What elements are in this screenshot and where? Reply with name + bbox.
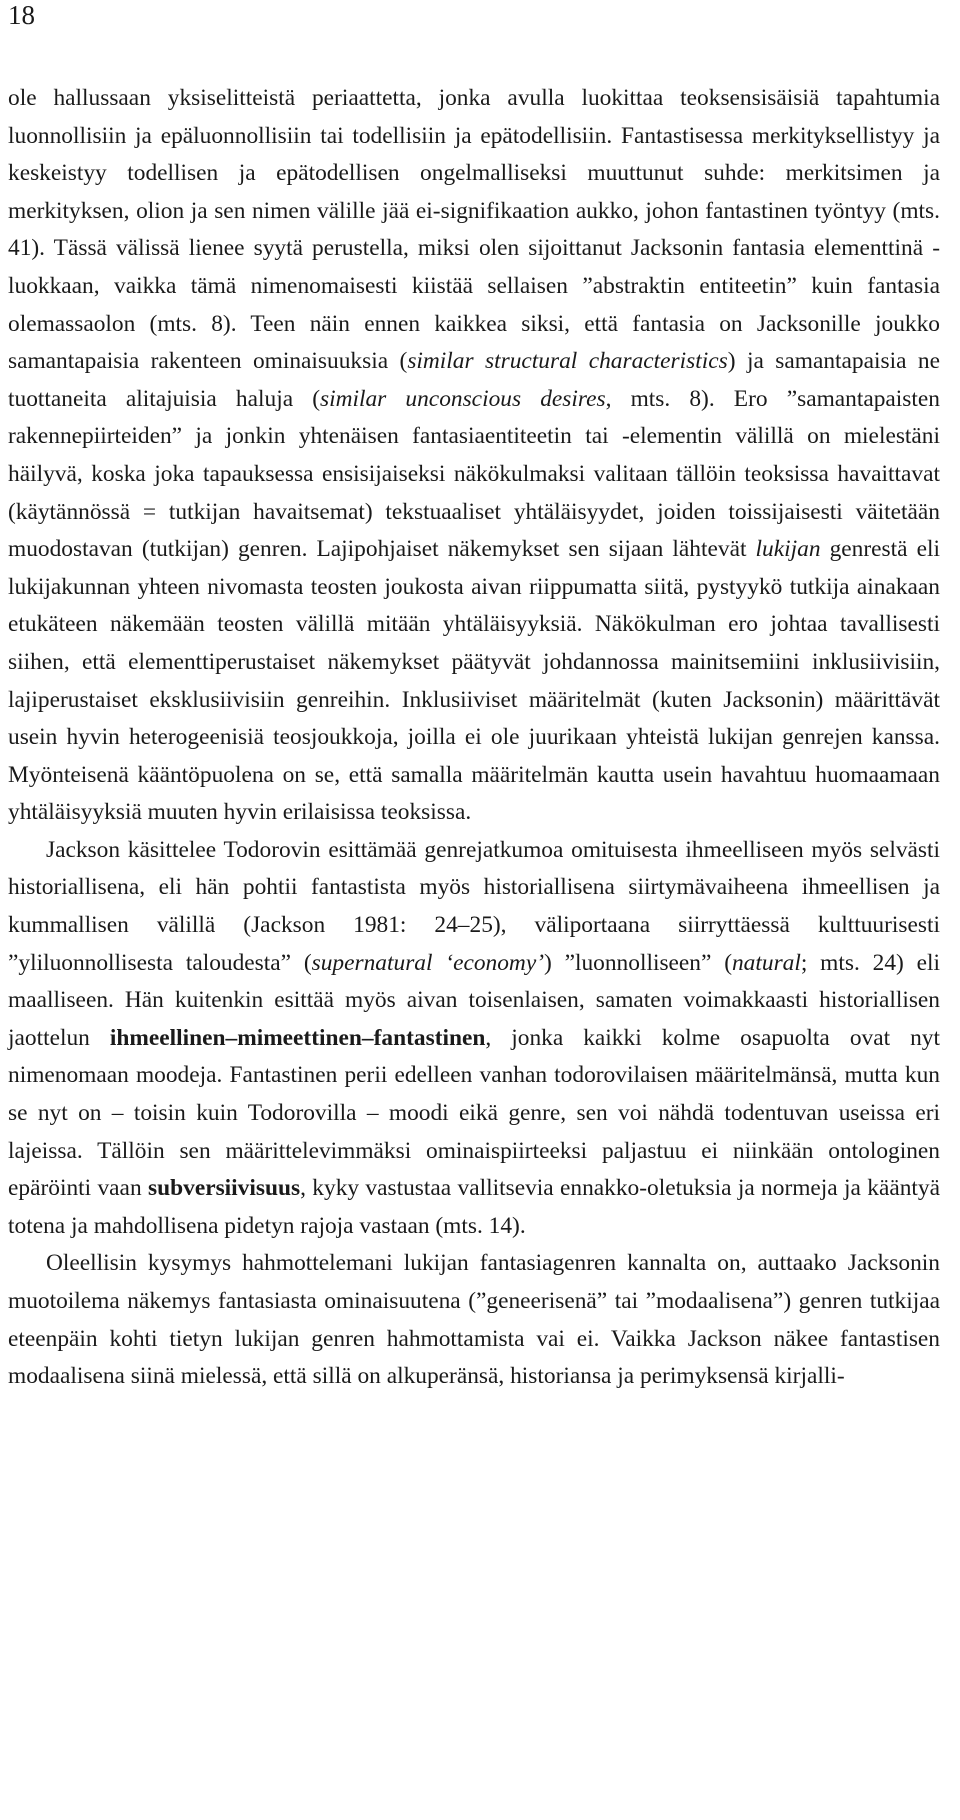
text-run: ) ja samantapaisia ne tuottaneita alitajuisia haluja ( bbox=[8, 348, 940, 412]
italic-term: supernatural ‘economy’ bbox=[311, 949, 544, 976]
italic-term: natural bbox=[731, 949, 801, 976]
bold-term: ihmeellinen–mimeettinen–fantastinen bbox=[109, 1024, 486, 1051]
italic-term: lukijan bbox=[755, 536, 821, 563]
text-run: ) ”luonnolliseen” ( bbox=[544, 949, 732, 976]
text-run: Oleellisin kysymys hahmottelemani lukijan fantasiagenren kannalta on, auttaako Jacksonin muotoilema näkemys fantasiasta ominaisuutena (”geneerisenä” tai ”modaalisena”) genren tutkijaa eteenpäin kohti tietyn lukijan genren hahmottamista vai ei. Vaikka Jackson näkee fantastisen modaalisena siinä mielessä, että sillä on alkuperänsä, historiansa ja perimyksensä kirjalli- bbox=[8, 1250, 940, 1390]
page-number: 18 bbox=[8, 0, 35, 30]
paragraph-1 bbox=[8, 80, 940, 832]
bold-term: subversiivisuus bbox=[148, 1175, 301, 1202]
text-run: Jackson käsittelee Todorovin esittämää genrejatkumoa omituisesta ihmeelliseen myös selvästi historiallisena, eli hän pohtii fantastista myös historiallisena siirtymävaiheena ihmeellisen ja kummallisen välillä (Jackson 1981: 24–25), väliportaana siirryttäessä kulttuurisesti ”yliluonnollisesta taloudesta” ( bbox=[8, 836, 940, 976]
italic-term: similar unconscious desires bbox=[320, 385, 606, 412]
text-run: , mts. 8). Ero ”samantapaisten rakennepiirteiden” ja jonkin yhtenäisen fantasiaentiteetin tai -elementin välillä on mielestäni häilyvä, koska joka tapauksessa ensisijaiseksi näkökulmaksi valitaan tällöin teoksissa havaittavat (käytännössä = tutkijan havaitsemat) tekstuaaliset yhtäläisyydet, joiden toissijaisesti väitetään muodostavan (tutkijan) genren. Lajipohjaiset näkemykset sen sijaan lähtevät bbox=[8, 385, 940, 563]
paragraph-2 bbox=[8, 832, 940, 1246]
italic-term: similar structural characteristics bbox=[407, 348, 728, 375]
text-run: , jonka kaikki kolme osapuolta ovat nyt nimenomaan moodeja. Fantastinen perii edelleen vanhan todorovilaisen määritelmänsä, mutta kun se nyt on – toisin kuin Todorovilla – moodi eikä genre, sen voi nähdä todentuvan useissa eri lajeissa. Tällöin sen määrittelevimmäksi ominaispiirteeksi paljastuu ei niinkään ontologinen epäröinti vaan bbox=[8, 1024, 940, 1202]
text-run: , kyky vastustaa vallitsevia ennakko-oletuksia ja normeja ja kääntyä totena ja mahdollisena pidetyn rajoja vastaan (mts. 14). bbox=[8, 1175, 940, 1239]
text-run: ; mts. 24) eli maalliseen. Hän kuitenkin esittää myös aivan toisenlaisen, samaten voimakkaasti historiallisen jaottelun bbox=[8, 949, 940, 1051]
body-text bbox=[8, 80, 940, 1396]
text-run: genrestä eli lukijakunnan yhteen nivomasta teosten joukosta aivan riippumatta siitä, pystyykö tutkija ainakaan etukäteen näkemään teosten välillä mitään yhtäläisyyksiä. Näkökulman ero johtaa tavallisesti siihen, että elementtiperustaiset näkemykset päätyvät johdannossa mainitsemiini inklusiivisiin, lajiperustaiset eksklusiivisiin genreihin. Inklusiiviset määritelmät (kuten Jacksonin) määrittävät usein hyvin heterogeenisiä teosjoukkoja, joilla ei ole juurikaan yhteistä lukijan genrejen kanssa. Myönteisenä kääntöpuolena on se, että samalla määritelmän kautta usein havahtuu huomaamaan yhtäläisyyksiä muuten hyvin erilaisissa teoksissa. bbox=[8, 536, 940, 826]
text-run: ole hallussaan yksiselitteistä periaattetta, jonka avulla luokittaa teoksensisäisiä tapahtumia luonnollisiin ja epäluonnollisiin tai todellisiin ja epätodellisiin. Fantastisessa merkityksellistyy ja keskeistyy todellisen ja epätodellisen ongelmalliseksi muuttunut suhde: merkitsimen ja merkityksen, olion ja sen nimen välille jää ei-signifikaation aukko, johon fantastinen työntyy (mts. 41). Tässä välissä lienee syytä perustella, miksi olen sijoittanut Jacksonin fantasia elementtinä -luokkaan, vaikka tämä nimenomaisesti kiistää sellaisen ”abstraktin entiteetin” kuin fantasia olemassaolon (mts. 8). Teen näin ennen kaikkea siksi, että fantasia on Jacksonille joukko samantapaisia rakenteen ominaisuuksia ( bbox=[8, 85, 940, 375]
paragraph-3 bbox=[8, 1245, 940, 1395]
